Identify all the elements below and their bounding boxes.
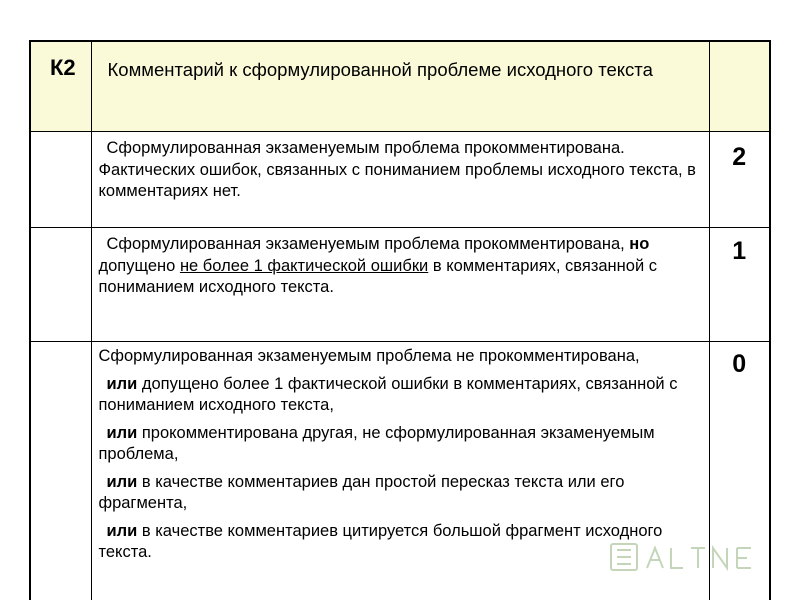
alternative-lead: или	[106, 374, 138, 393]
empty-cell	[30, 132, 91, 228]
alternative-item	[99, 423, 703, 466]
row-text-before: Сформулированная экзаменуемым проблема прокомментирована,	[106, 235, 630, 253]
row-text-bold: но	[629, 235, 650, 253]
alternative-lead: или	[106, 423, 138, 442]
row-text-underlined: не более 1 фактической ошибки	[179, 256, 429, 275]
row-description	[91, 132, 709, 228]
watermark-logo	[607, 540, 767, 574]
row-intro: Сформулированная экзаменуемым проблема не прокомментирована,	[98, 347, 640, 365]
row-text: Сформулированная экзаменуемым проблема прокомментирована. Фактических ошибок, связанных с пониманием проблемы исходного текста, в комментариях нет.	[98, 139, 696, 200]
empty-cell	[30, 228, 91, 342]
table-row	[30, 132, 770, 228]
alternative-text: прокомментирована другая, не сформулированная экзаменуемым проблема,	[98, 423, 655, 463]
table-row	[30, 228, 770, 342]
criterion-title-text: Комментарий к сформулированной проблеме исходного текста	[107, 59, 653, 80]
row-description	[91, 228, 709, 342]
criterion-code: К2	[30, 41, 91, 132]
empty-cell	[30, 342, 91, 600]
alternative-text: в качестве комментариев дан простой пересказ текста или его фрагмента,	[98, 472, 625, 512]
alternative-item	[99, 472, 703, 515]
row-text-after: в комментариях, связанной с пониманием исходного текста.	[98, 256, 658, 296]
row-score: 2	[709, 132, 770, 228]
alternative-item	[99, 374, 703, 417]
row-score: 0	[709, 342, 770, 600]
criterion-title	[91, 41, 709, 132]
row-text-mid: допущено	[98, 256, 180, 275]
criteria-table	[29, 40, 771, 600]
alternative-text: в качестве комментариев цитируется большой фрагмент исходного текста.	[98, 521, 663, 561]
alternative-text: допущено более 1 фактической ошибки в комментариях, связанной с пониманием исходного текста,	[98, 374, 678, 414]
row-score: 1	[709, 228, 770, 342]
alternative-lead: или	[106, 472, 138, 491]
alternative-lead: или	[106, 521, 138, 540]
table-header-row	[30, 41, 770, 132]
header-score-cell	[709, 41, 770, 132]
